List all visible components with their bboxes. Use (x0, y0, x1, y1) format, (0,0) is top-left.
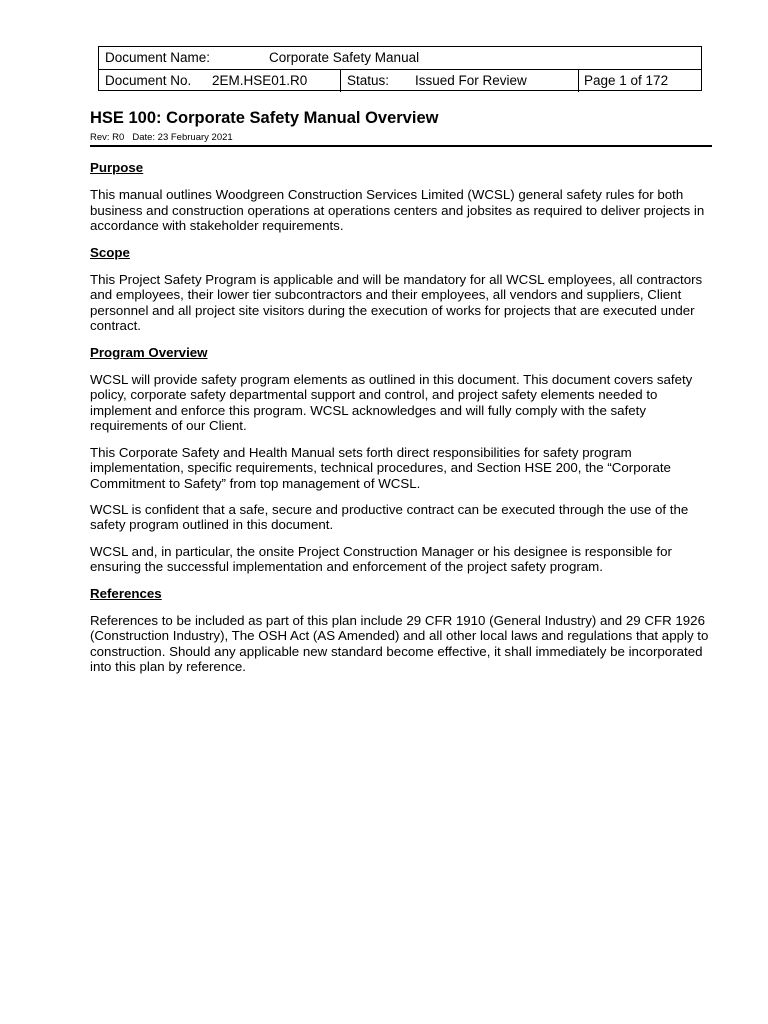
status-label: Status: (347, 73, 390, 88)
revision-label: Rev: R0 (90, 132, 125, 143)
header-divider (340, 70, 341, 92)
page-number: Page 1 of 172 (584, 73, 669, 88)
paragraph: This Corporate Safety and Health Manual sets forth direct responsibilities for safety program implementation, specific requirements, technical procedures, and Section HSE 200, the “Corporate Commitment to Safety” from top management of WCSL. (90, 444, 671, 491)
paragraph: WCSL and, in particular, the onsite Project Construction Manager or his designee is responsible for ensuring the successful implementation and enforcement of the project safety program. (90, 543, 672, 575)
section-references (90, 586, 712, 675)
section-heading: Scope (90, 244, 130, 260)
header-row-document-info (99, 69, 701, 92)
header-divider (578, 70, 579, 92)
page-title: HSE 100: Corporate Safety Manual Overview (90, 109, 439, 127)
status-value: Issued For Review (415, 73, 527, 88)
revision-date: Date: 23 February 2021 (132, 132, 233, 143)
paragraph: WCSL is confident that a safe, secure and productive contract can be executed through the use of the safety program outlined in this document. (90, 501, 689, 533)
paragraph: This Project Safety Program is applicable and will be mandatory for all WCSL employees, all contractors and employees, their lower tier subcontractors and their employees, all vendors and suppliers, Client personnel and all project site visitors during the execution of works for projects that are executed under contract. (90, 272, 703, 334)
section-program-overview (90, 345, 712, 575)
section-heading: Program Overview (90, 344, 208, 360)
document-header-table (98, 46, 702, 91)
document-number-value: 2EM.HSE01.R0 (212, 73, 308, 88)
document-name-label: Document Name: (105, 50, 211, 65)
section-heading: References (90, 585, 162, 601)
document-name-value: Corporate Safety Manual (269, 50, 420, 65)
section-purpose (90, 160, 712, 234)
document-number-label: Document No. (105, 73, 192, 88)
section-scope (90, 245, 712, 334)
revision-line (90, 132, 233, 143)
paragraph: WCSL will provide safety program elements as outlined in this document. This document covers safety policy, corporate safety departmental support and control, and project safety elements needed to implement and enforce this program. WCSL acknowledges and will fully comply with the safety requirements of our Client. (90, 372, 693, 434)
paragraph: References to be included as part of this plan include 29 CFR 1910 (General Industry) and 29 CFR 1926 (Construction Industry), The OSH Act (AS Amended) and all other local laws and regulations that apply to construction. Should any applicable new standard become effective, it shall immediately be incorporated into this plan by reference. (90, 612, 709, 675)
paragraph: This manual outlines Woodgreen Construction Services Limited (WCSL) general safety rules for both business and construction operations at operations centers and jobsites as required to deliver projects in accordance with stakeholder requirements. (90, 187, 705, 234)
document-body (90, 160, 712, 686)
section-heading: Purpose (90, 160, 144, 175)
title-divider (90, 145, 712, 147)
header-row-document-name (99, 47, 701, 69)
